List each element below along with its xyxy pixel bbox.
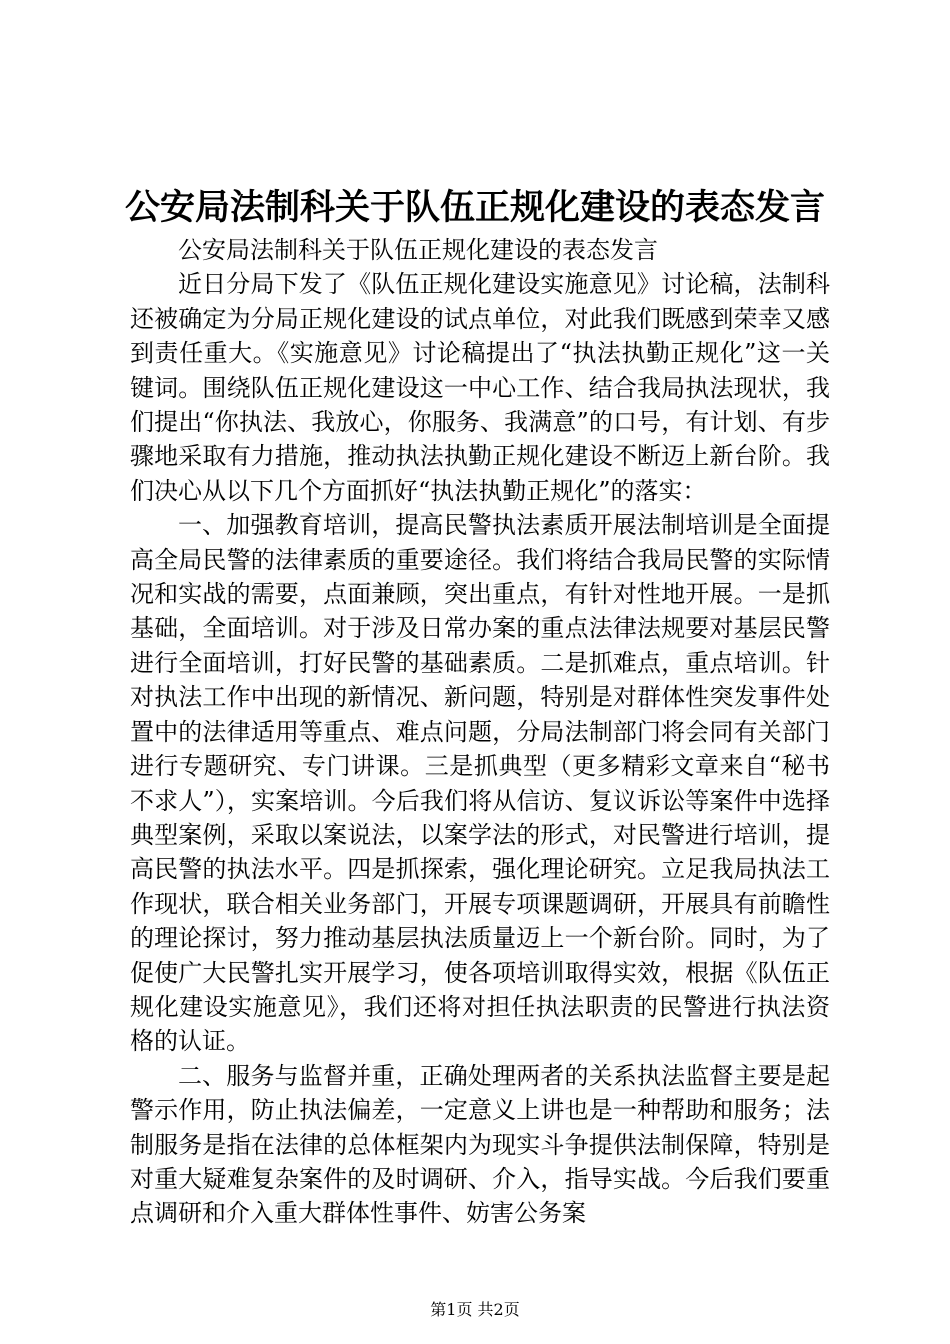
document-body	[130, 233, 830, 1231]
paragraph: 一、加强教育培训，提高民警执法素质开展法制培训是全面提高全局民警的法律素质的重要途径。我们将结合我局民警的实际情况和实战的需要，点面兼顾，突出重点，有针对性地开展。一是抓基础，全面培训。对于涉及日常办案的重点法律法规要对基层民警进行全面培训，打好民警的基础素质。二是抓难点，重点培训。针对执法工作中出现的新情况、新问题，特别是对群体性突发事件处置中的法律适用等重点、难点问题，分局法制部门将会同有关部门进行专题研究、专门讲课。三是抓典型（更多精彩文章来自“秘书不求人”），实案培训。今后我们将从信访、复议诉讼等案件中选择典型案例，采取以案说法，以案学法的形式，对民警进行培训，提高民警的执法水平。四是抓探索，强化理论研究。立足我局执法工作现状，联合相关业务部门，开展专项课题调研，开展具有前瞻性的理论探讨，努力推动基层执法质量迈上一个新台阶。同时，为了促使广大民警扎实开展学习，使各项培训取得实效，根据《队伍正规化建设实施意见》，我们还将对担任执法职责的民警进行执法资格的认证。	[130, 511, 830, 1056]
paragraph: 公安局法制科关于队伍正规化建设的表态发言	[178, 236, 658, 264]
paragraph: 近日分局下发了《队伍正规化建设实施意见》讨论稿，法制科还被确定为分局正规化建设的试点单位，对此我们既感到荣幸又感到责任重大。《实施意见》讨论稿提出了“执法执勤正规化”这一关键词。围绕队伍正规化建设这一中心工作、结合我局执法现状，我们提出“你执法、我放心，你服务、我满意”的口号，有计划、有步骤地采取有力措施，推动执法执勤正规化建设不断迈上新台阶。我们决心从以下几个方面抓好“执法执勤正规化”的落实：	[130, 270, 830, 505]
paragraph: 二、服务与监督并重，正确处理两者的关系执法监督主要是起警示作用，防止执法偏差，一定意义上讲也是一种帮助和服务；法制服务是指在法律的总体框架内为现实斗争提供法制保障，特别是对重大疑难复杂案件的及时调研、介入，指导实战。今后我们要重点调研和介入重大群体性事件、妨害公务案	[130, 1061, 830, 1228]
document-title: 公安局法制科关于队伍正规化建设的表态发言	[124, 188, 825, 228]
page-footer: 第1页 共2页	[430, 1300, 520, 1319]
